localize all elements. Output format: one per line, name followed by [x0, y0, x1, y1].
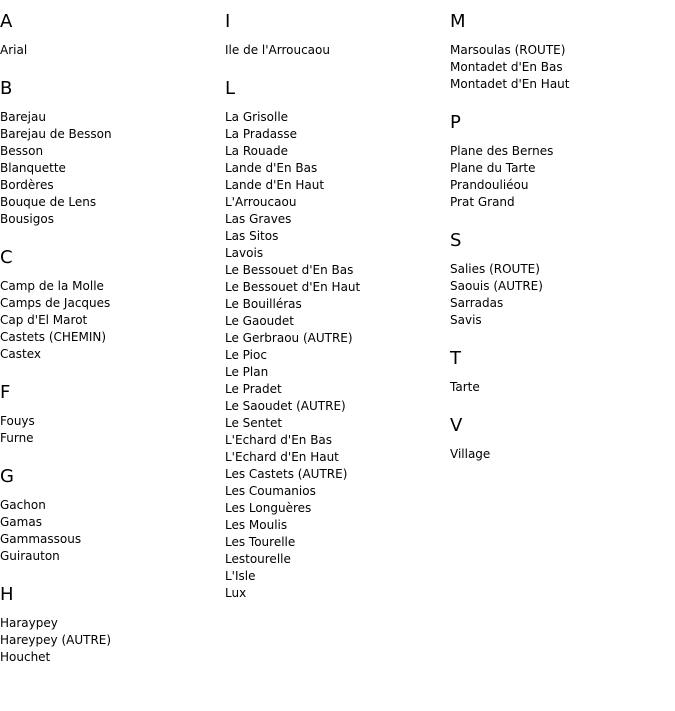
list-item	[0, 126, 225, 143]
place-link[interactable]: Plane des Bernes	[450, 144, 554, 158]
list-item	[225, 517, 450, 534]
letter-heading: C	[0, 247, 13, 268]
letter-group-m	[450, 11, 675, 93]
letter-heading: B	[0, 78, 13, 99]
place-link[interactable]: Haraypey	[0, 616, 58, 630]
list-item	[0, 312, 225, 329]
letter-group-a	[0, 11, 225, 59]
list-item	[225, 466, 450, 483]
place-list	[0, 497, 225, 565]
list-item	[0, 531, 225, 548]
letter-group-t	[450, 348, 675, 396]
place-link[interactable]: La Pradasse	[225, 127, 298, 141]
place-link[interactable]: Le Bessouet d'En Bas	[225, 263, 354, 277]
place-link[interactable]: Castets (CHEMIN)	[0, 330, 107, 344]
place-link[interactable]: Camps de Jacques	[0, 296, 111, 310]
list-item	[450, 143, 675, 160]
list-item	[225, 194, 450, 211]
list-item	[225, 381, 450, 398]
place-link[interactable]: L'Echard d'En Haut	[225, 450, 339, 464]
place-list	[225, 109, 450, 602]
place-link[interactable]: Le Pioc	[225, 348, 267, 362]
column-1	[0, 0, 225, 685]
list-item	[225, 42, 450, 59]
letter-heading: S	[450, 230, 462, 251]
list-item	[450, 312, 675, 329]
list-item	[0, 548, 225, 565]
place-list	[450, 379, 675, 396]
list-item	[450, 446, 675, 463]
place-link[interactable]: Le Gaoudet	[225, 314, 294, 328]
list-item	[0, 430, 225, 447]
place-link[interactable]: Fouys	[0, 414, 35, 428]
list-item	[225, 398, 450, 415]
place-link[interactable]: Las Graves	[225, 212, 292, 226]
list-item	[225, 534, 450, 551]
place-link[interactable]: Besson	[0, 144, 44, 158]
place-link[interactable]: Les Tourelle	[225, 535, 296, 549]
letter-heading: T	[450, 348, 461, 369]
place-list	[0, 42, 225, 59]
place-link[interactable]: L'Isle	[225, 569, 256, 583]
list-item	[450, 379, 675, 396]
list-item	[0, 42, 225, 59]
letter-group-i	[225, 11, 450, 59]
list-item	[0, 177, 225, 194]
place-link[interactable]: Les Longuères	[225, 501, 312, 515]
place-link[interactable]: La Grisolle	[225, 110, 289, 124]
letter-group-c	[0, 247, 225, 363]
list-item	[225, 143, 450, 160]
list-item	[0, 615, 225, 632]
list-item	[0, 413, 225, 430]
place-link[interactable]: Le Saoudet (AUTRE)	[225, 399, 346, 413]
list-item	[450, 59, 675, 76]
place-link[interactable]: Arial	[0, 43, 28, 57]
place-link[interactable]: Barejau	[0, 110, 46, 124]
place-link[interactable]: Lavois	[225, 246, 264, 260]
place-link[interactable]: Les Moulis	[225, 518, 288, 532]
letter-heading: F	[0, 382, 11, 403]
list-item	[225, 262, 450, 279]
list-item	[450, 295, 675, 312]
list-item	[450, 76, 675, 93]
place-link[interactable]: Le Plan	[225, 365, 269, 379]
place-list	[450, 143, 675, 211]
place-link[interactable]: Bouque de Lens	[0, 195, 97, 209]
letter-heading: L	[225, 78, 236, 99]
list-item	[225, 126, 450, 143]
list-item	[225, 415, 450, 432]
list-item	[225, 279, 450, 296]
place-link[interactable]: Las Sitos	[225, 229, 279, 243]
list-item	[450, 177, 675, 194]
list-item	[225, 211, 450, 228]
place-link[interactable]: Houchet	[0, 650, 51, 664]
place-link[interactable]: Guirauton	[0, 549, 60, 563]
letter-group-g	[0, 466, 225, 565]
list-item	[225, 245, 450, 262]
place-link[interactable]: Plane du Tarte	[450, 161, 536, 175]
place-link[interactable]: Lande d'En Haut	[225, 178, 325, 192]
place-link[interactable]: Lestourelle	[225, 552, 291, 566]
place-list	[0, 413, 225, 447]
list-item	[0, 278, 225, 295]
place-link[interactable]: Prandouliéou	[450, 178, 529, 192]
place-link[interactable]: Le Bessouet d'En Haut	[225, 280, 361, 294]
list-item	[225, 551, 450, 568]
place-link[interactable]: Savis	[450, 313, 482, 327]
list-item	[0, 497, 225, 514]
place-link[interactable]: Le Bouilléras	[225, 297, 302, 311]
list-item	[225, 177, 450, 194]
list-item	[225, 109, 450, 126]
letter-heading: I	[225, 11, 231, 32]
list-item	[0, 109, 225, 126]
letter-group-p	[450, 112, 675, 211]
place-link[interactable]: Le Sentet	[225, 416, 283, 430]
place-link[interactable]: Camp de la Molle	[0, 279, 104, 293]
letter-heading: V	[450, 415, 463, 436]
place-link[interactable]: Saouis (AUTRE)	[450, 279, 543, 293]
list-item	[225, 449, 450, 466]
list-item	[225, 296, 450, 313]
list-item	[0, 143, 225, 160]
list-item	[0, 160, 225, 177]
letter-heading: P	[450, 112, 461, 133]
list-item	[450, 194, 675, 211]
list-item	[450, 261, 675, 278]
list-item	[225, 347, 450, 364]
place-link[interactable]: Village	[450, 447, 491, 461]
place-link[interactable]: Bordères	[0, 178, 54, 192]
place-link[interactable]: Hareypey (AUTRE)	[0, 633, 112, 647]
place-link[interactable]: Montadet d'En Haut	[450, 77, 570, 91]
list-item	[0, 649, 225, 666]
place-link[interactable]: Tarte	[450, 380, 480, 394]
letter-group-v	[450, 415, 675, 463]
list-item	[0, 211, 225, 228]
place-link[interactable]: Ile de l'Arroucaou	[225, 43, 330, 57]
list-item	[225, 364, 450, 381]
place-link[interactable]: Gammassous	[0, 532, 82, 546]
letter-heading: H	[0, 584, 14, 605]
list-item	[0, 329, 225, 346]
letter-group-l	[225, 78, 450, 602]
list-item	[225, 568, 450, 585]
list-item	[225, 483, 450, 500]
letter-heading: G	[0, 466, 14, 487]
letter-heading: A	[0, 11, 13, 32]
list-item	[225, 585, 450, 602]
letter-group-f	[0, 382, 225, 447]
list-item	[0, 514, 225, 531]
list-item	[450, 42, 675, 59]
place-list	[0, 615, 225, 666]
place-link[interactable]: L'Echard d'En Bas	[225, 433, 333, 447]
place-list	[450, 446, 675, 463]
list-item	[0, 346, 225, 363]
place-link[interactable]: Les Coumanios	[225, 484, 316, 498]
letter-heading: M	[450, 11, 466, 32]
place-link[interactable]: Les Castets (AUTRE)	[225, 467, 348, 481]
place-link[interactable]: Sarradas	[450, 296, 504, 310]
place-link[interactable]: Lux	[225, 586, 247, 600]
list-item	[450, 160, 675, 177]
letter-group-b	[0, 78, 225, 228]
place-list	[450, 42, 675, 93]
place-link[interactable]: Blanquette	[0, 161, 66, 175]
place-link[interactable]: L'Arroucaou	[225, 195, 297, 209]
list-item	[225, 228, 450, 245]
list-item	[0, 194, 225, 211]
list-item	[0, 632, 225, 649]
list-item	[225, 432, 450, 449]
letter-group-h	[0, 584, 225, 666]
place-list	[225, 42, 450, 59]
place-link[interactable]: Lande d'En Bas	[225, 161, 318, 175]
place-list	[0, 278, 225, 363]
place-link[interactable]: Furne	[0, 431, 34, 445]
place-link[interactable]: Gamas	[0, 515, 42, 529]
list-item	[225, 500, 450, 517]
list-item	[225, 160, 450, 177]
place-list	[450, 261, 675, 329]
place-link[interactable]: Marsoulas (ROUTE)	[450, 43, 566, 57]
list-item	[450, 278, 675, 295]
list-item	[225, 313, 450, 330]
place-link[interactable]: Cap d'El Marot	[0, 313, 88, 327]
place-link[interactable]: Castex	[0, 347, 41, 361]
place-link[interactable]: Bousigos	[0, 212, 54, 226]
letter-group-s	[450, 230, 675, 329]
place-list	[0, 109, 225, 228]
column-2	[225, 0, 450, 621]
list-item	[225, 330, 450, 347]
place-link[interactable]: Prat Grand	[450, 195, 515, 209]
place-link[interactable]: Barejau de Besson	[0, 127, 112, 141]
place-link[interactable]: Le Pradet	[225, 382, 282, 396]
place-link[interactable]: Gachon	[0, 498, 46, 512]
list-item	[0, 295, 225, 312]
place-link[interactable]: La Rouade	[225, 144, 288, 158]
place-link[interactable]: Salies (ROUTE)	[450, 262, 540, 276]
column-3	[450, 0, 675, 482]
place-link[interactable]: Le Gerbraou (AUTRE)	[225, 331, 353, 345]
place-link[interactable]: Montadet d'En Bas	[450, 60, 563, 74]
